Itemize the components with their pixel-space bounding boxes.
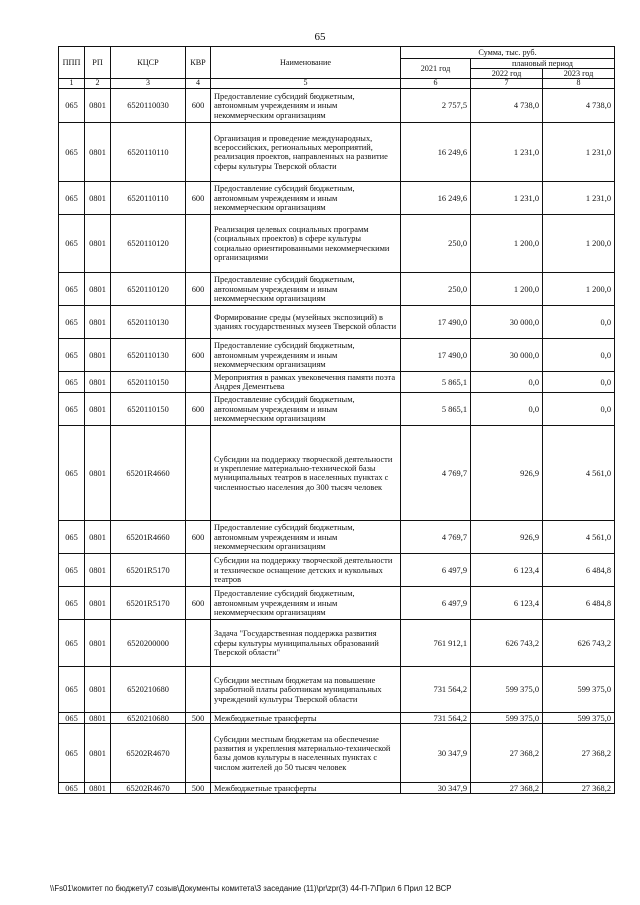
row-rp: 0801 bbox=[85, 521, 111, 554]
table-row bbox=[59, 587, 615, 620]
row-kcsr: 6520110150 bbox=[111, 372, 186, 393]
row-kvr: 600 bbox=[186, 521, 211, 554]
row-kvr: 600 bbox=[186, 393, 211, 426]
header-sum: Сумма, тыс. руб. bbox=[401, 47, 615, 59]
page-number: 65 bbox=[314, 31, 326, 43]
row-rp: 0801 bbox=[85, 667, 111, 713]
row-ppp: 065 bbox=[59, 724, 85, 783]
row-value-2023: 0,0 bbox=[543, 339, 615, 372]
table-row bbox=[59, 667, 615, 713]
row-value-2021: 761 912,1 bbox=[401, 620, 471, 667]
row-rp: 0801 bbox=[85, 123, 111, 182]
row-value-2021: 30 347,9 bbox=[401, 783, 471, 794]
row-kcsr: 6520110030 bbox=[111, 89, 186, 123]
row-value-2021: 4 769,7 bbox=[401, 426, 471, 521]
table-row bbox=[59, 713, 615, 724]
row-value-2022: 0,0 bbox=[471, 372, 543, 393]
row-ppp: 065 bbox=[59, 182, 85, 215]
row-kvr: 500 bbox=[186, 783, 211, 794]
file-path-footer: \\Fs01\комитет по бюджету\7 созыв\Документы комитета\3 заседание (11)\pr\zpr(3) 44-П-7\Прил 6 Прил 12 ВСР bbox=[50, 884, 452, 893]
row-ppp: 065 bbox=[59, 587, 85, 620]
row-value-2021: 5 865,1 bbox=[401, 393, 471, 426]
row-value-2022: 4 738,0 bbox=[471, 89, 543, 123]
row-kvr: 600 bbox=[186, 182, 211, 215]
row-value-2021: 4 769,7 bbox=[401, 521, 471, 554]
row-kcsr: 6520110120 bbox=[111, 215, 186, 273]
table-row bbox=[59, 783, 615, 794]
row-kvr bbox=[186, 372, 211, 393]
row-value-2022: 27 368,2 bbox=[471, 724, 543, 783]
row-rp: 0801 bbox=[85, 339, 111, 372]
row-kvr bbox=[186, 724, 211, 783]
row-rp: 0801 bbox=[85, 620, 111, 667]
row-kvr bbox=[186, 620, 211, 667]
header-2022: 2022 год bbox=[471, 69, 543, 79]
row-ppp: 065 bbox=[59, 123, 85, 182]
row-value-2021: 5 865,1 bbox=[401, 372, 471, 393]
row-kcsr: 6520110110 bbox=[111, 182, 186, 215]
row-kvr bbox=[186, 306, 211, 339]
header-ppp: ППП bbox=[59, 47, 85, 79]
header-2021: 2021 год bbox=[401, 59, 471, 79]
row-ppp: 065 bbox=[59, 215, 85, 273]
row-value-2021: 731 564,2 bbox=[401, 713, 471, 724]
row-rp: 0801 bbox=[85, 215, 111, 273]
row-ppp: 065 bbox=[59, 426, 85, 521]
row-kcsr: 6520110150 bbox=[111, 393, 186, 426]
table-row bbox=[59, 89, 615, 123]
row-rp: 0801 bbox=[85, 587, 111, 620]
row-value-2021: 16 249,6 bbox=[401, 182, 471, 215]
row-name: Реализация целевых социальных программ (социальных проектов) в сфере культуры социально ориентированными некоммерческими организациями bbox=[211, 215, 401, 273]
row-kcsr: 6520110130 bbox=[111, 339, 186, 372]
row-rp: 0801 bbox=[85, 372, 111, 393]
row-kvr: 500 bbox=[186, 713, 211, 724]
row-name: Предоставление субсидий бюджетным, автономным учреждениям и иным некоммерческим организациям bbox=[211, 393, 401, 426]
table-row bbox=[59, 215, 615, 273]
row-rp: 0801 bbox=[85, 724, 111, 783]
row-rp: 0801 bbox=[85, 306, 111, 339]
column-number: 4 bbox=[186, 79, 211, 89]
row-kvr bbox=[186, 426, 211, 521]
row-value-2021: 250,0 bbox=[401, 215, 471, 273]
row-name: Субсидии на поддержку творческой деятельности и укрепление материально-технической базы муниципальных театров в населенных пунктах с численностью населения до 300 тысяч человек bbox=[211, 426, 401, 521]
row-value-2021: 16 249,6 bbox=[401, 123, 471, 182]
row-value-2022: 1 200,0 bbox=[471, 215, 543, 273]
row-name: Мероприятия в рамках увековечения памяти поэта Андрея Дементьева bbox=[211, 372, 401, 393]
row-kvr bbox=[186, 554, 211, 587]
row-kcsr: 65202R4670 bbox=[111, 724, 186, 783]
table-row bbox=[59, 372, 615, 393]
table-row bbox=[59, 620, 615, 667]
row-name: Субсидии местным бюджетам на обеспечение развития и укрепления материально-технической базы домов культуры в населенных пунктах с числом жителей до 50 тысяч человек bbox=[211, 724, 401, 783]
row-value-2023: 4 561,0 bbox=[543, 521, 615, 554]
row-rp: 0801 bbox=[85, 393, 111, 426]
row-value-2022: 1 231,0 bbox=[471, 123, 543, 182]
column-number: 7 bbox=[471, 79, 543, 89]
row-value-2023: 4 738,0 bbox=[543, 89, 615, 123]
row-value-2022: 27 368,2 bbox=[471, 783, 543, 794]
row-value-2022: 1 200,0 bbox=[471, 273, 543, 306]
row-value-2023: 27 368,2 bbox=[543, 724, 615, 783]
table-row bbox=[59, 339, 615, 372]
row-name: Субсидии местным бюджетам на повышение заработной платы работникам муниципальных учреждений культуры Тверской области bbox=[211, 667, 401, 713]
table-row bbox=[59, 306, 615, 339]
row-kcsr: 6520210680 bbox=[111, 667, 186, 713]
budget-table bbox=[58, 46, 615, 794]
table-row bbox=[59, 393, 615, 426]
row-ppp: 065 bbox=[59, 393, 85, 426]
row-kvr: 600 bbox=[186, 587, 211, 620]
row-value-2021: 2 757,5 bbox=[401, 89, 471, 123]
row-value-2023: 1 231,0 bbox=[543, 182, 615, 215]
row-rp: 0801 bbox=[85, 783, 111, 794]
row-kvr bbox=[186, 667, 211, 713]
row-value-2022: 6 123,4 bbox=[471, 587, 543, 620]
row-kcsr: 65201R4660 bbox=[111, 426, 186, 521]
row-value-2021: 17 490,0 bbox=[401, 306, 471, 339]
column-number: 5 bbox=[211, 79, 401, 89]
row-kvr: 600 bbox=[186, 339, 211, 372]
row-kcsr: 65201R5170 bbox=[111, 587, 186, 620]
row-rp: 0801 bbox=[85, 89, 111, 123]
row-name: Предоставление субсидий бюджетным, автономным учреждениям и иным некоммерческим организациям bbox=[211, 89, 401, 123]
row-value-2021: 731 564,2 bbox=[401, 667, 471, 713]
row-kvr: 600 bbox=[186, 89, 211, 123]
row-value-2023: 1 200,0 bbox=[543, 273, 615, 306]
column-number: 8 bbox=[543, 79, 615, 89]
row-value-2023: 1 200,0 bbox=[543, 215, 615, 273]
table-row bbox=[59, 273, 615, 306]
row-rp: 0801 bbox=[85, 273, 111, 306]
row-kcsr: 65201R4660 bbox=[111, 521, 186, 554]
row-value-2022: 926,9 bbox=[471, 521, 543, 554]
row-ppp: 065 bbox=[59, 521, 85, 554]
row-ppp: 065 bbox=[59, 620, 85, 667]
row-kcsr: 6520200000 bbox=[111, 620, 186, 667]
row-value-2022: 1 231,0 bbox=[471, 182, 543, 215]
row-value-2022: 599 375,0 bbox=[471, 713, 543, 724]
header-2023: 2023 год bbox=[543, 69, 615, 79]
table-row bbox=[59, 426, 615, 521]
row-name: Межбюджетные трансферты bbox=[211, 713, 401, 724]
row-name: Субсидии на поддержку творческой деятельности и техническое оснащение детских и кукольных театров bbox=[211, 554, 401, 587]
row-name: Предоставление субсидий бюджетным, автономным учреждениям и иным некоммерческим организациям bbox=[211, 339, 401, 372]
column-number: 3 bbox=[111, 79, 186, 89]
row-rp: 0801 bbox=[85, 554, 111, 587]
row-rp: 0801 bbox=[85, 713, 111, 724]
column-number: 6 bbox=[401, 79, 471, 89]
row-rp: 0801 bbox=[85, 182, 111, 215]
table-row bbox=[59, 554, 615, 587]
column-number: 2 bbox=[85, 79, 111, 89]
row-value-2023: 4 561,0 bbox=[543, 426, 615, 521]
row-ppp: 065 bbox=[59, 667, 85, 713]
column-number: 1 bbox=[59, 79, 85, 89]
row-value-2022: 626 743,2 bbox=[471, 620, 543, 667]
row-value-2023: 626 743,2 bbox=[543, 620, 615, 667]
row-kvr bbox=[186, 123, 211, 182]
row-name: Предоставление субсидий бюджетным, автономным учреждениям и иным некоммерческим организациям bbox=[211, 273, 401, 306]
row-name: Организация и проведение международных, всероссийских, региональных мероприятий, реализация проектов, направленных на развитие сферы культуры Тверской области bbox=[211, 123, 401, 182]
row-value-2022: 30 000,0 bbox=[471, 339, 543, 372]
table-row bbox=[59, 724, 615, 783]
row-name: Предоставление субсидий бюджетным, автономным учреждениям и иным некоммерческим организациям bbox=[211, 521, 401, 554]
row-name: Предоставление субсидий бюджетным, автономным учреждениям и иным некоммерческим организациям bbox=[211, 587, 401, 620]
row-value-2023: 599 375,0 bbox=[543, 713, 615, 724]
row-value-2023: 0,0 bbox=[543, 372, 615, 393]
row-value-2021: 17 490,0 bbox=[401, 339, 471, 372]
row-ppp: 065 bbox=[59, 339, 85, 372]
row-value-2023: 27 368,2 bbox=[543, 783, 615, 794]
row-ppp: 065 bbox=[59, 783, 85, 794]
header-name: Наименование bbox=[211, 47, 401, 79]
table-row bbox=[59, 182, 615, 215]
row-ppp: 065 bbox=[59, 89, 85, 123]
row-value-2023: 0,0 bbox=[543, 393, 615, 426]
row-value-2022: 6 123,4 bbox=[471, 554, 543, 587]
row-kcsr: 65201R5170 bbox=[111, 554, 186, 587]
row-name: Предоставление субсидий бюджетным, автономным учреждениям и иным некоммерческим организациям bbox=[211, 182, 401, 215]
table-row bbox=[59, 521, 615, 554]
row-value-2021: 30 347,9 bbox=[401, 724, 471, 783]
row-ppp: 065 bbox=[59, 713, 85, 724]
row-name: Формирование среды (музейных экспозиций) в зданиях государственных музеев Тверской области bbox=[211, 306, 401, 339]
header-planned-period: плановый период bbox=[471, 59, 615, 69]
row-kcsr: 6520110130 bbox=[111, 306, 186, 339]
row-rp: 0801 bbox=[85, 426, 111, 521]
row-value-2023: 1 231,0 bbox=[543, 123, 615, 182]
row-kcsr: 6520110110 bbox=[111, 123, 186, 182]
row-kcsr: 6520110120 bbox=[111, 273, 186, 306]
row-kcsr: 6520210680 bbox=[111, 713, 186, 724]
row-name: Межбюджетные трансферты bbox=[211, 783, 401, 794]
row-value-2023: 599 375,0 bbox=[543, 667, 615, 713]
header-kvr: КВР bbox=[186, 47, 211, 79]
header-rp: РП bbox=[85, 47, 111, 79]
row-value-2023: 6 484,8 bbox=[543, 554, 615, 587]
row-name: Задача "Государственная поддержка развития сферы культуры муниципальных образований Тверской области" bbox=[211, 620, 401, 667]
header-kcsr: КЦСР bbox=[111, 47, 186, 79]
row-ppp: 065 bbox=[59, 306, 85, 339]
row-ppp: 065 bbox=[59, 372, 85, 393]
row-value-2023: 6 484,8 bbox=[543, 587, 615, 620]
row-value-2021: 6 497,9 bbox=[401, 554, 471, 587]
row-value-2022: 0,0 bbox=[471, 393, 543, 426]
row-value-2022: 30 000,0 bbox=[471, 306, 543, 339]
row-value-2021: 6 497,9 bbox=[401, 587, 471, 620]
row-value-2022: 599 375,0 bbox=[471, 667, 543, 713]
row-kvr bbox=[186, 215, 211, 273]
row-kvr: 600 bbox=[186, 273, 211, 306]
row-ppp: 065 bbox=[59, 273, 85, 306]
row-kcsr: 65202R4670 bbox=[111, 783, 186, 794]
row-ppp: 065 bbox=[59, 554, 85, 587]
row-value-2023: 0,0 bbox=[543, 306, 615, 339]
row-value-2022: 926,9 bbox=[471, 426, 543, 521]
table-row bbox=[59, 123, 615, 182]
row-value-2021: 250,0 bbox=[401, 273, 471, 306]
